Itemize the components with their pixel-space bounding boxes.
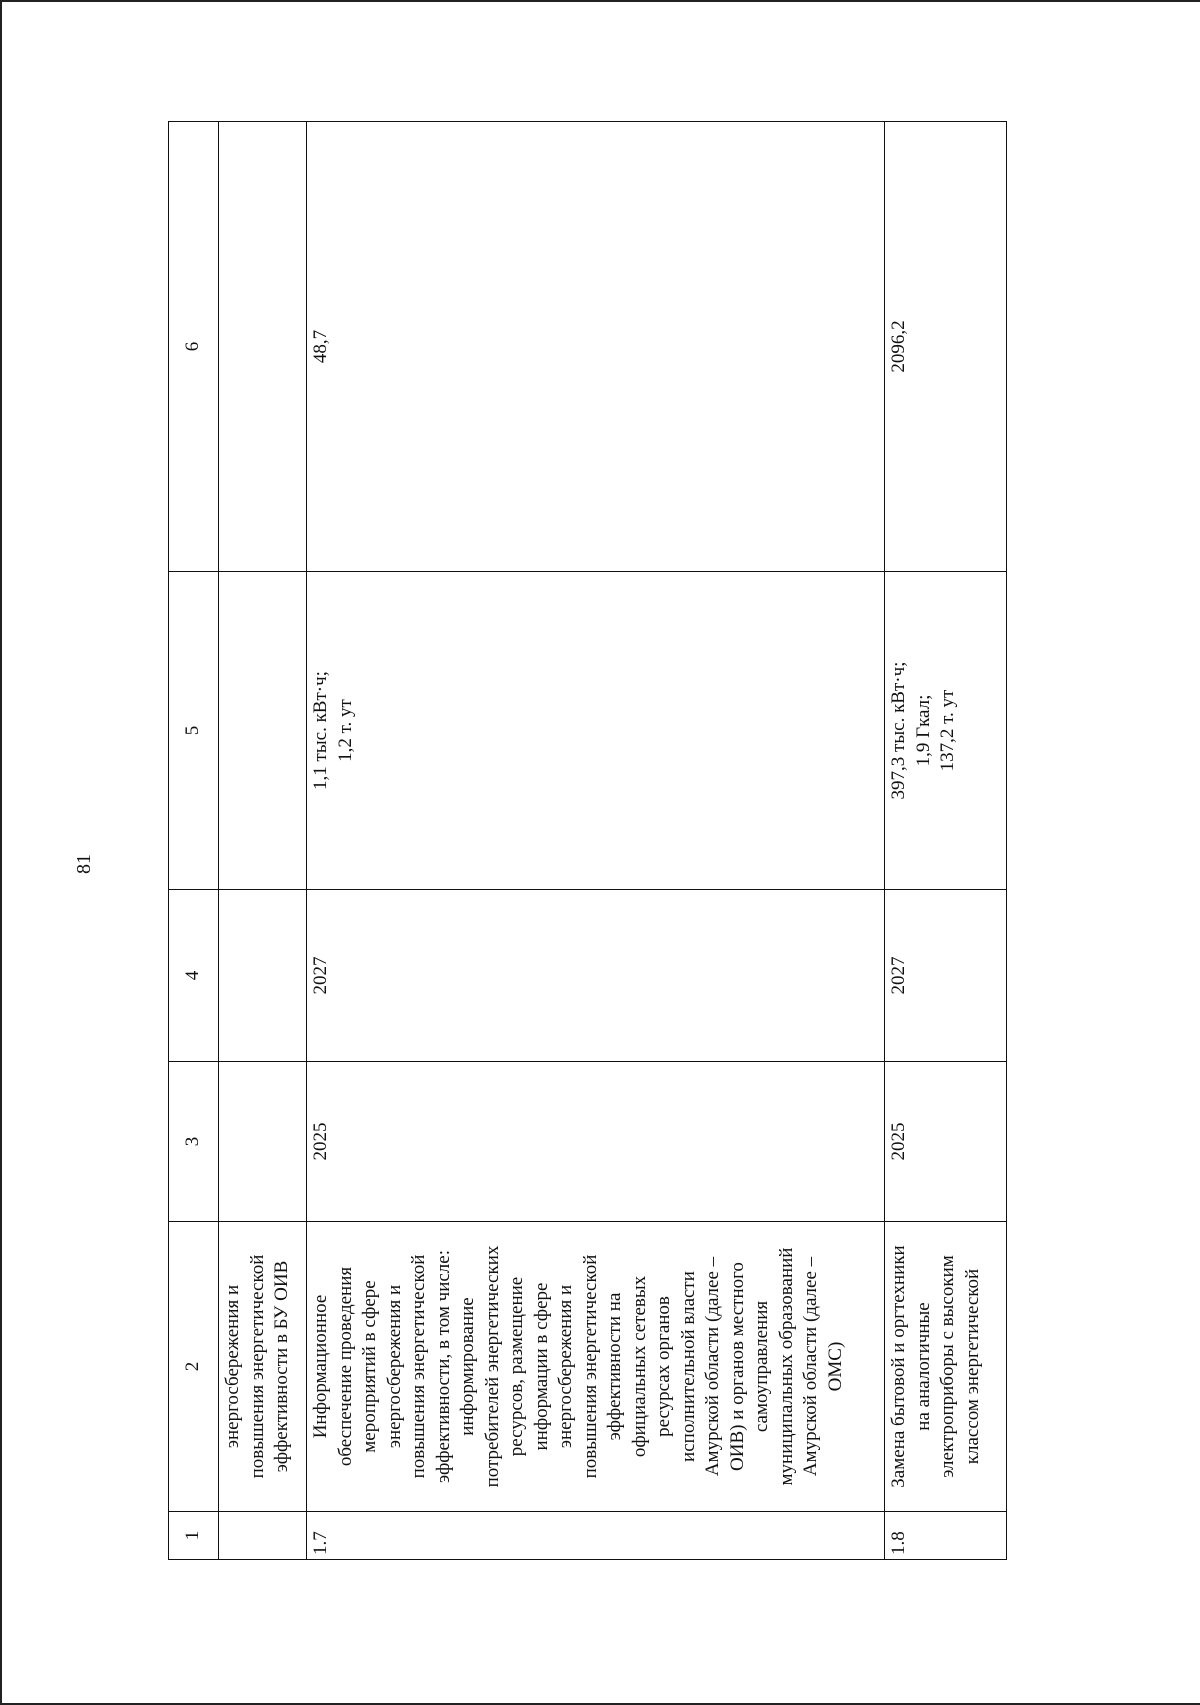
measure-name-text: энергосбережения и повышения энергетической эффективности в БУ ОИВ (222, 1254, 292, 1479)
header-cell-2: 2 (169, 1222, 219, 1512)
cost-cell: 48,7 (307, 122, 885, 572)
measure-name-text: Информационное обеспечение проведения мероприятий в сфере энергосбережения и повышения энергетической эффективности, в том числе: информирование потребителей энергетических ресурсов, размещение информации в сфере энергосбережения и повышения энергетической эффективности на официальных сетевых ресурсах органов исполнительной власти Амурской области (далее – ОИВ) и органов местного самоуправления муниципальных образований Амурской области (далее – ОМС) (310, 1245, 846, 1488)
end-year-cell: 2027 (885, 890, 1007, 1062)
table-row (219, 122, 307, 1560)
row-number-cell: 1.7 (307, 1512, 885, 1560)
measures-table (168, 121, 1007, 1560)
table-container (168, 122, 1006, 1560)
measure-name-cell (307, 1222, 885, 1512)
header-cell-4: 4 (169, 890, 219, 1062)
end-year-cell: 2027 (307, 890, 885, 1062)
table-row (885, 122, 1007, 1560)
row-number-cell: 1.8 (885, 1512, 1007, 1560)
start-year-cell (219, 1062, 307, 1222)
header-cell-1: 1 (169, 1512, 219, 1560)
effect-text: 1,1 тыс. кВт·ч; 1,2 т. ут (310, 671, 356, 790)
measure-name-cell (885, 1222, 1007, 1512)
table-row (307, 122, 885, 1560)
end-year-cell (219, 890, 307, 1062)
effect-cell (885, 572, 1007, 890)
header-cell-3: 3 (169, 1062, 219, 1222)
measure-name-text: Замена бытовой и оргтехники на аналогичные электроприборы с высоким классом энергетической (888, 1245, 983, 1488)
rotated-table-layer (168, 122, 1006, 1560)
start-year-cell: 2025 (885, 1062, 1007, 1222)
measure-name-cell (219, 1222, 307, 1512)
row-number-cell (219, 1512, 307, 1560)
cost-cell: 2096,2 (885, 122, 1007, 572)
start-year-cell: 2025 (307, 1062, 885, 1222)
header-cell-6: 6 (169, 122, 219, 572)
effect-cell (307, 572, 885, 890)
page-number: 81 (73, 854, 95, 874)
header-row (169, 122, 219, 1560)
header-cell-5: 5 (169, 572, 219, 890)
effect-text: 397,3 тыс. кВт·ч; 1,9 Гкал; 137,2 т. ут (888, 661, 958, 800)
effect-cell (219, 572, 307, 890)
cost-cell (219, 122, 307, 572)
